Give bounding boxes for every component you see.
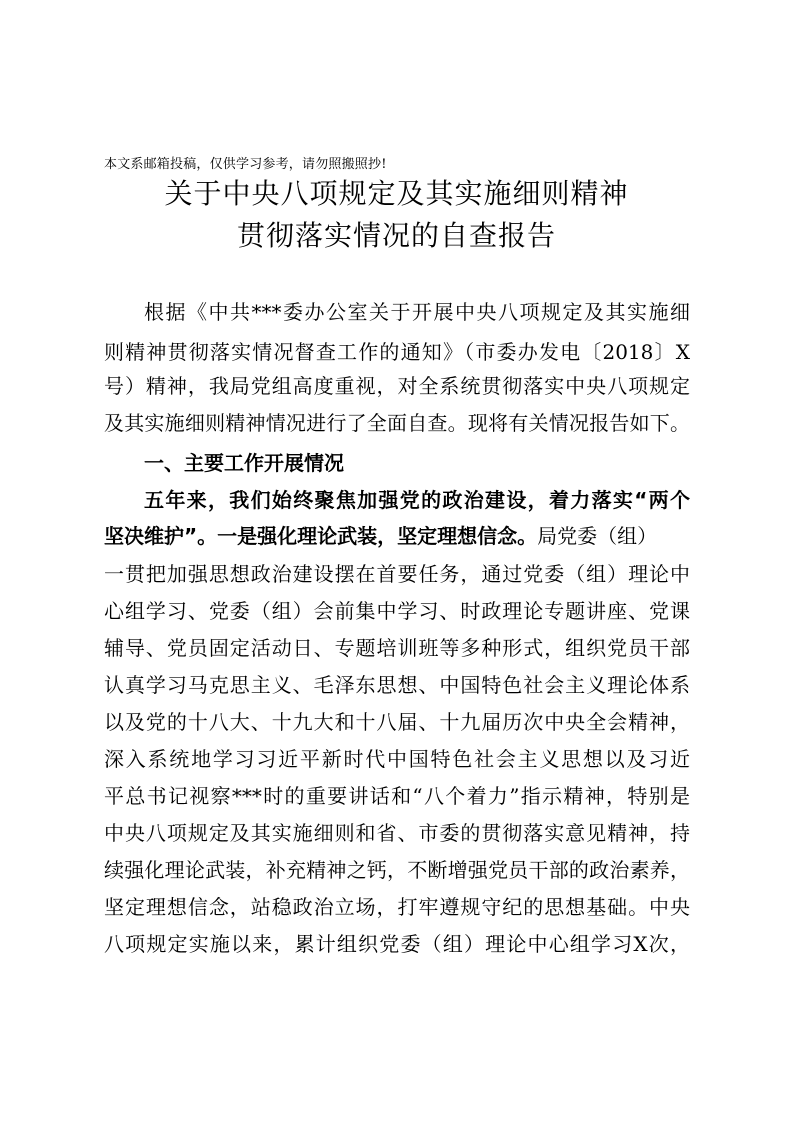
section-lead-plain-text: 局党委（组） — [537, 524, 658, 548]
body-line: 辅导、党员固定活动日、专题培训班等多种形式，组织党员干部 — [104, 636, 690, 660]
section-lead-bold-line: 五年来，我们始终聚焦加强党的政治建设，着力落实“两个 — [144, 488, 690, 512]
section-lead-line — [104, 521, 690, 551]
body-line: 一贯把加强思想政治建设摆在首要任务，通过党委（组）理论中 — [104, 562, 690, 586]
body-line: 心组学习、党委（组）会前集中学习、时政理论专题讲座、党课 — [104, 599, 690, 623]
submission-notice: 本文系邮箱投稿，仅供学习参考，请勿照搬照抄! — [104, 157, 387, 172]
body-line: 中央八项规定及其实施细则和省、市委的贯彻落实意见精神，持 — [104, 821, 690, 845]
body-line: 深入系统地学习习近平新时代中国特色社会主义思想以及习近 — [104, 747, 690, 771]
section-lead-bold-text: 坚决维护”。一是强化理论武装，坚定理想信念。 — [104, 524, 538, 548]
intro-line: 及其实施细则精神情况进行了全面自查。现将有关情况报告如下。 — [104, 411, 690, 435]
body-line: 续强化理论武装，补充精神之钙，不断增强党员干部的政治素养， — [104, 858, 690, 882]
body-line: 八项规定实施以来，累计组织党委（组）理论中心组学习X次， — [104, 932, 690, 956]
section-heading: 一、主要工作开展情况 — [144, 451, 344, 475]
document-title-line-2: 贯彻落实情况的自查报告 — [236, 219, 556, 252]
document-title-line-1: 关于中央八项规定及其实施细则精神 — [164, 177, 629, 210]
body-line: 坚定理想信念，站稳政治立场，打牢遵规守纪的思想基础。中央 — [104, 895, 690, 919]
body-line: 平总书记视察***时的重要讲话和“八个着力”指示精神，特别是 — [104, 784, 690, 808]
body-line: 以及党的十八大、十九大和十八届、十九届历次中央全会精神， — [104, 710, 690, 734]
intro-line: 根据《中共***委办公室关于开展中央八项规定及其实施细 — [144, 300, 690, 324]
intro-line: 号）精神，我局党组高度重视，对全系统贯彻落实中央八项规定 — [104, 374, 690, 398]
intro-line: 则精神贯彻落实情况督查工作的通知》（市委办发电〔2018〕X — [104, 340, 690, 364]
body-line: 认真学习马克思主义、毛泽东思想、中国特色社会主义理论体系 — [104, 673, 690, 697]
